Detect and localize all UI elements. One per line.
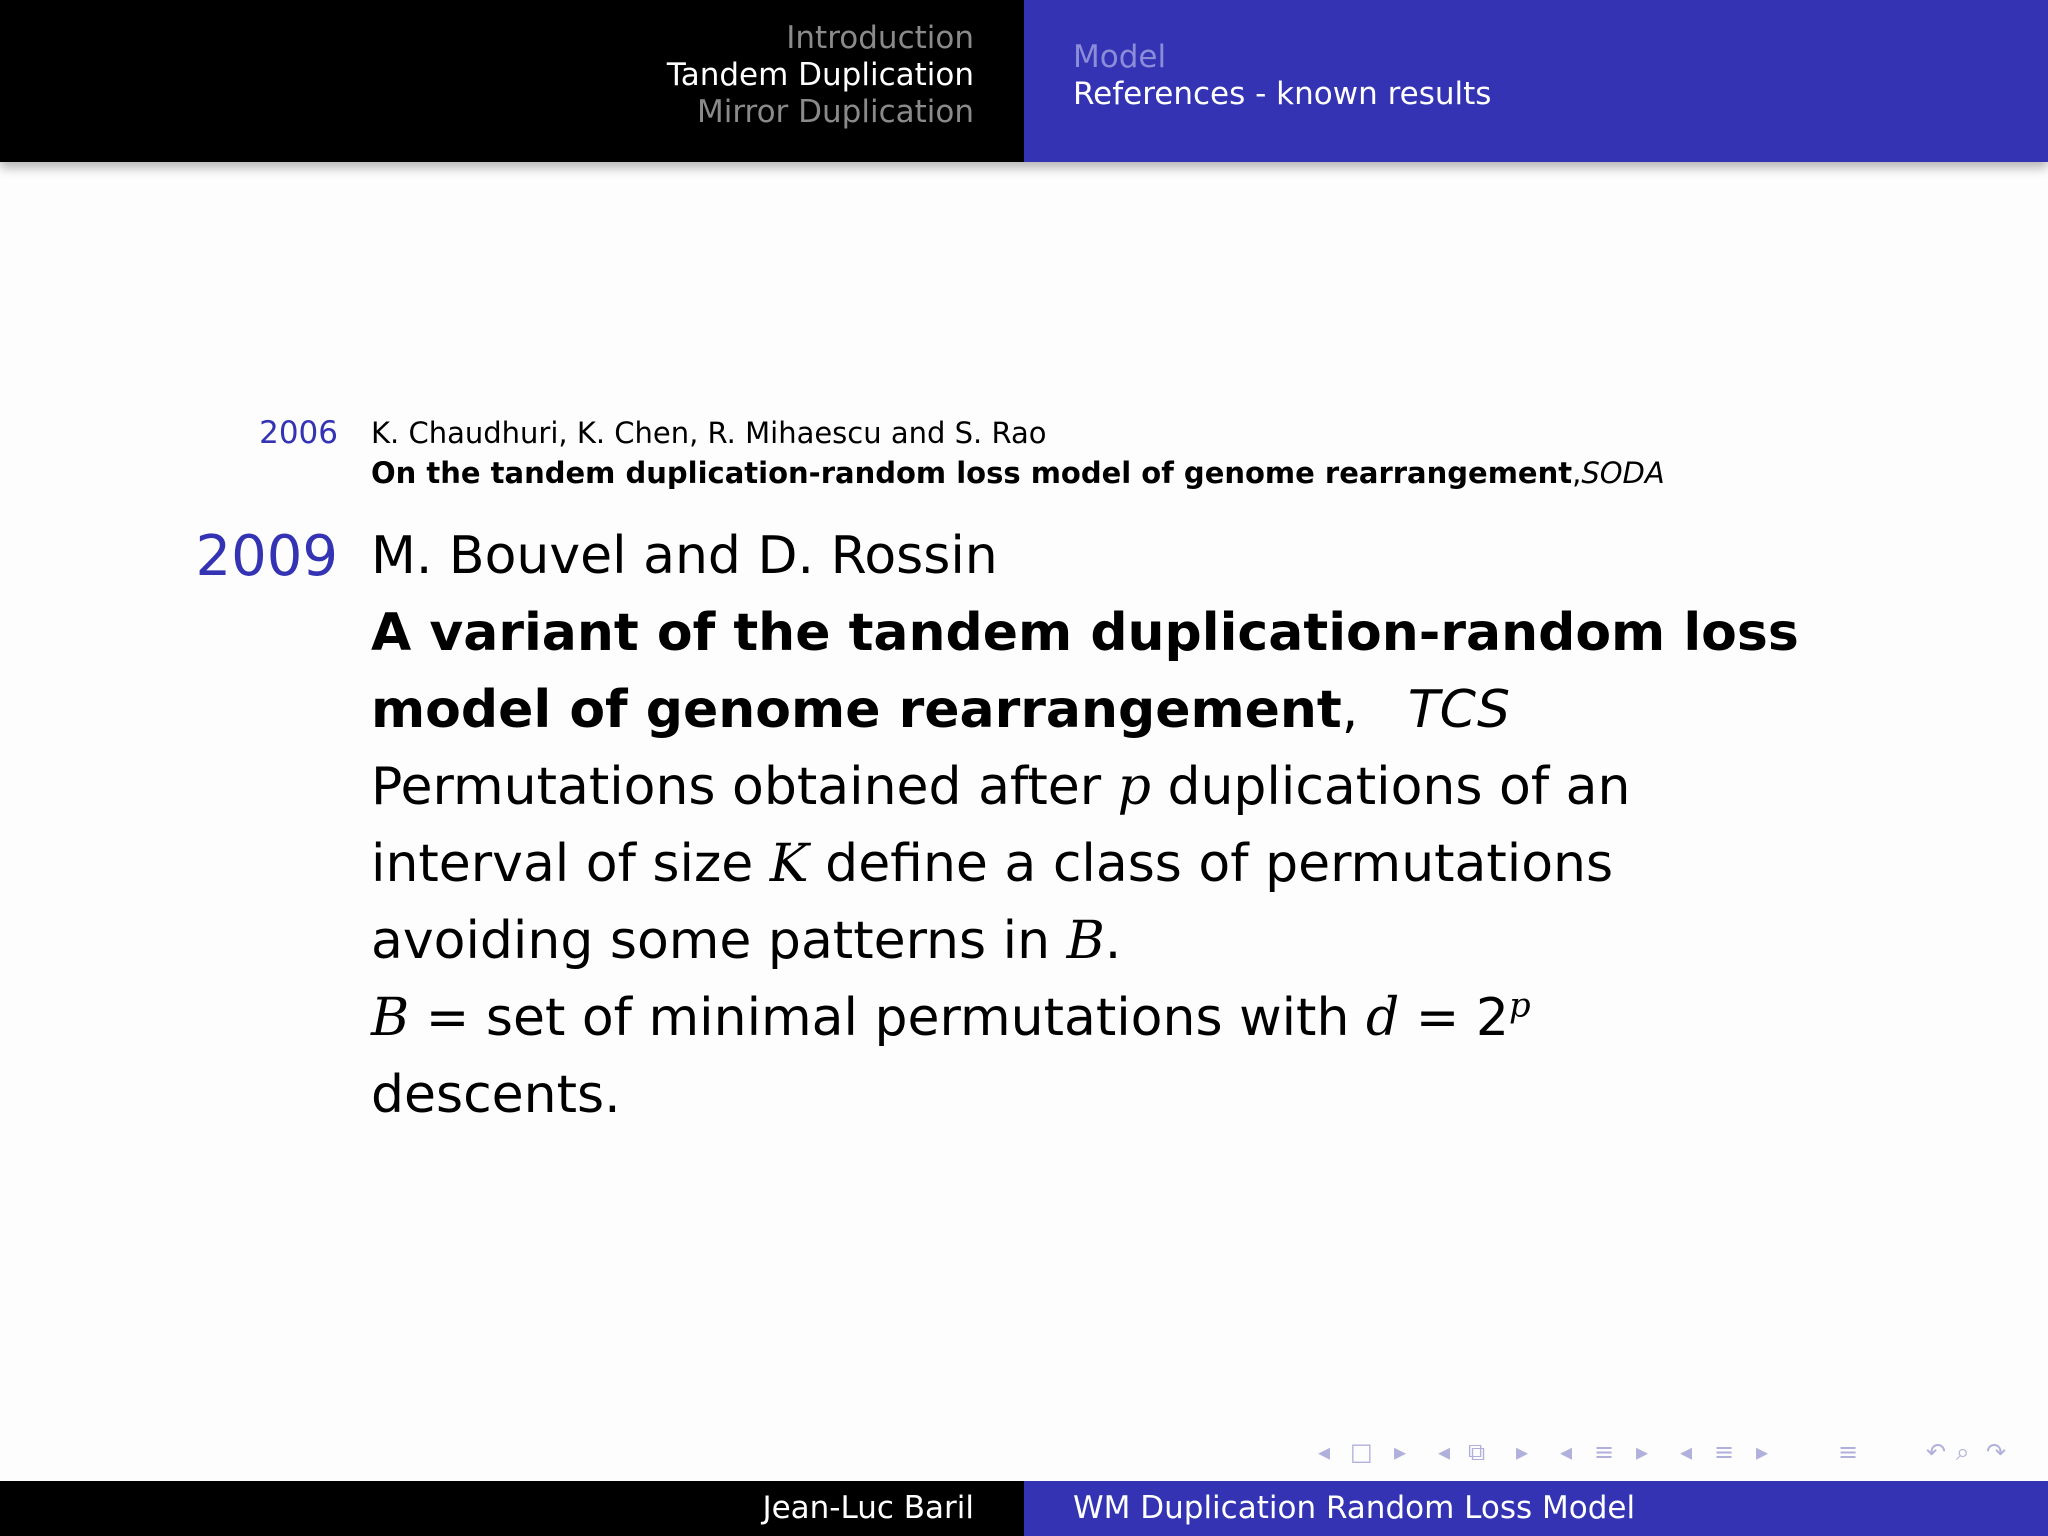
- math-k: K: [769, 834, 809, 894]
- subsection-references[interactable]: References - known results: [1073, 76, 1492, 112]
- footer-author: Jean-Luc Baril: [762, 1490, 974, 1526]
- reference-year: 2006: [259, 415, 338, 451]
- beamer-navigation-symbols: [1310, 1434, 2030, 1470]
- math-b: B: [1066, 911, 1105, 971]
- description-line-1: Permutations obtained after p duplications of an: [371, 757, 1631, 817]
- subsection-list: [1073, 39, 1491, 113]
- section-mirror-duplication[interactable]: Mirror Duplication: [696, 94, 974, 130]
- subsection-navigation: [1024, 0, 2048, 162]
- reference-title-line-1: A variant of the tandem duplication-random loss: [371, 603, 1799, 663]
- footer-author-panel: [0, 1481, 1024, 1536]
- math-b: B: [371, 988, 410, 1048]
- header-bar: [0, 0, 2048, 162]
- reference-venue: SODA: [1581, 456, 1665, 490]
- part-back-arrow-icon[interactable]: ◂: [1680, 1438, 1693, 1466]
- subsection-model[interactable]: Model: [1073, 39, 1167, 75]
- description-line-3: avoiding some patterns in B.: [371, 911, 1122, 971]
- section-back-arrow-icon[interactable]: ◂: [1560, 1438, 1573, 1466]
- reference-authors: M. Bouvel and D. Rossin: [371, 526, 998, 586]
- footer-title-panel: [1024, 1481, 2048, 1536]
- section-tandem-duplication[interactable]: Tandem Duplication: [666, 57, 974, 93]
- part-icon[interactable]: ≡: [1714, 1438, 1735, 1466]
- section-navigation: [0, 0, 1024, 162]
- subsection-back-arrow-icon[interactable]: ◂: [1438, 1438, 1451, 1466]
- description-line-5: descents.: [371, 1065, 621, 1125]
- reference-year: 2009: [195, 524, 338, 589]
- frame-forward-arrow-icon[interactable]: ▸: [1394, 1438, 1407, 1466]
- part-forward-arrow-icon[interactable]: ▸: [1756, 1438, 1769, 1466]
- frame-back-arrow-icon[interactable]: ◂: [1318, 1438, 1331, 1466]
- frame-icon[interactable]: □: [1350, 1438, 1373, 1466]
- search-icon[interactable]: ⌕: [1956, 1438, 1970, 1466]
- footer-title: WM Duplication Random Loss Model: [1073, 1490, 1636, 1526]
- section-forward-arrow-icon[interactable]: ▸: [1636, 1438, 1649, 1466]
- description-line-4: B = set of minimal permutations with $d = 2^p$: [371, 985, 1531, 1048]
- reference-2006: [0, 413, 2048, 493]
- reference-title-line: On the tandem duplication-random loss model of genome rearrangement,SODA: [371, 456, 1665, 490]
- math-p: p: [1117, 757, 1151, 817]
- reference-2009: [0, 518, 2048, 1134]
- reference-title: model of genome rearrangement: [371, 680, 1342, 740]
- reference-body: [371, 413, 1665, 493]
- footer-bar: [0, 1481, 2048, 1536]
- section-introduction[interactable]: Introduction: [786, 20, 974, 56]
- section-icon[interactable]: ≡: [1594, 1438, 1615, 1466]
- reference-title: On the tandem duplication-random loss model of genome rearrangement: [371, 456, 1573, 490]
- description-line-2: interval of size K define a class of permutations: [371, 834, 1614, 894]
- reference-venue: TCS: [1407, 680, 1510, 740]
- reference-body: [371, 518, 1799, 1134]
- reference-title-line-2: model of genome rearrangement, TCS: [371, 680, 1510, 740]
- math-exponent-p: p: [1508, 985, 1531, 1025]
- math-d: d: [1365, 988, 1400, 1048]
- subsection-forward-arrow-icon[interactable]: ▸: [1516, 1438, 1529, 1466]
- undo-icon[interactable]: ↶: [1926, 1438, 1947, 1466]
- document-icon[interactable]: ≡: [1838, 1438, 1859, 1466]
- section-list: [667, 20, 974, 131]
- reference-authors: K. Chaudhuri, K. Chen, R. Mihaescu and S. Rao: [371, 416, 1047, 450]
- redo-icon[interactable]: ↷: [1986, 1438, 2007, 1466]
- subsection-icon[interactable]: ⧉: [1468, 1438, 1486, 1466]
